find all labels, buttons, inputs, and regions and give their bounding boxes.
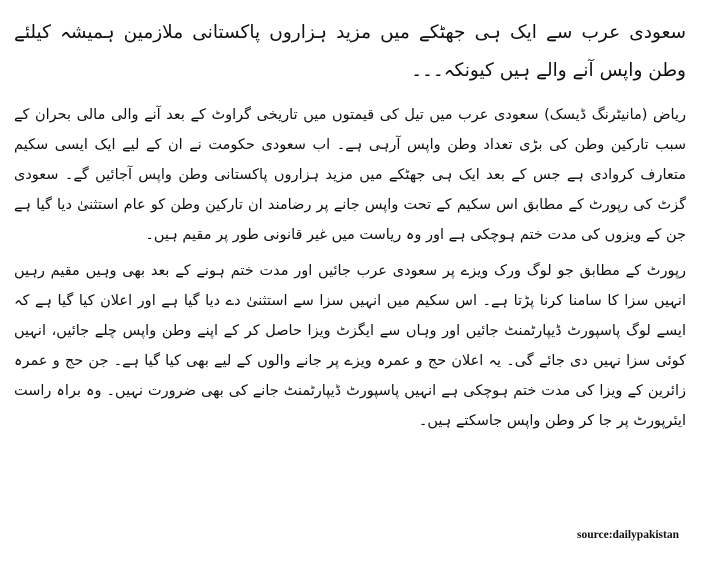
article [14,14,686,442]
source-credit: source:dailypakistan [576,529,679,541]
paragraph: ریاض (مانیٹرنگ ڈیسک) سعودی عرب میں تیل کی قیمتوں میں تاریخی گراوٹ کے بعد آنے والی مالی بحران کے سبب تارکین وطن کی بڑی تعداد وطن واپس آرہی ہے۔ اب سعودی حکومت نے ان کے لیے ایک ایسی سکیم متعارف کروادی ہے جس کے بعد ایک ہی جھٹکے میں مزید ہزاروں پاکستانی وطن واپس آجائیں گے۔ سعودی گزٹ کی رپورٹ کے مطابق اس سکیم کے تحت واپس جانے پر رضامند ان تارکین وطن کو عام استثنیٰ دیا گیا ہے جن کے ویزوں کی مدت ختم ہوچکی ہے اور وہ ریاست میں غیر قانونی طور پر مقیم ہیں۔ [14,107,686,243]
paragraph: رپورٹ کے مطابق جو لوگ ورک ویزے پر سعودی عرب جائیں اور مدت ختم ہونے کے بعد بھی وہیں مقیم رہیں انہیں سزا کا سامنا کرنا پڑتا ہے۔ اس سکیم میں انہیں سزا سے استثنیٰ دے دیا گیا ہے اور اعلان کیا گیا ہے کہ ایسے لوگ پاسپورٹ ڈیپارٹمنٹ جائیں اور وہاں سے ایگزٹ ویزا حاصل کر کے اپنے وطن واپس چلے جائیں، انہیں کوئی سزا نہیں دی جائے گی۔ یہ اعلان حج و عمرہ ویزے پر جانے والوں کے لیے بھی کیا گیا ہے۔ جن حج و عمرہ زائرین کے ویزا کی مدت ختم ہوچکی ہے انہیں پاسپورٹ ڈیپارٹمنٹ جانے کی بھی ضرورت نہیں۔ وہ براہ راست ایئرپورٹ پر جا کر وطن واپس جاسکتے ہیں۔ [14,263,686,429]
headline: سعودی عرب سے ایک ہی جھٹکے میں مزید ہزاروں پاکستانی ملازمین ہمیشہ کیلئے وطن واپس آنے والے ہیں کیونکہ۔۔۔ [14,22,686,81]
